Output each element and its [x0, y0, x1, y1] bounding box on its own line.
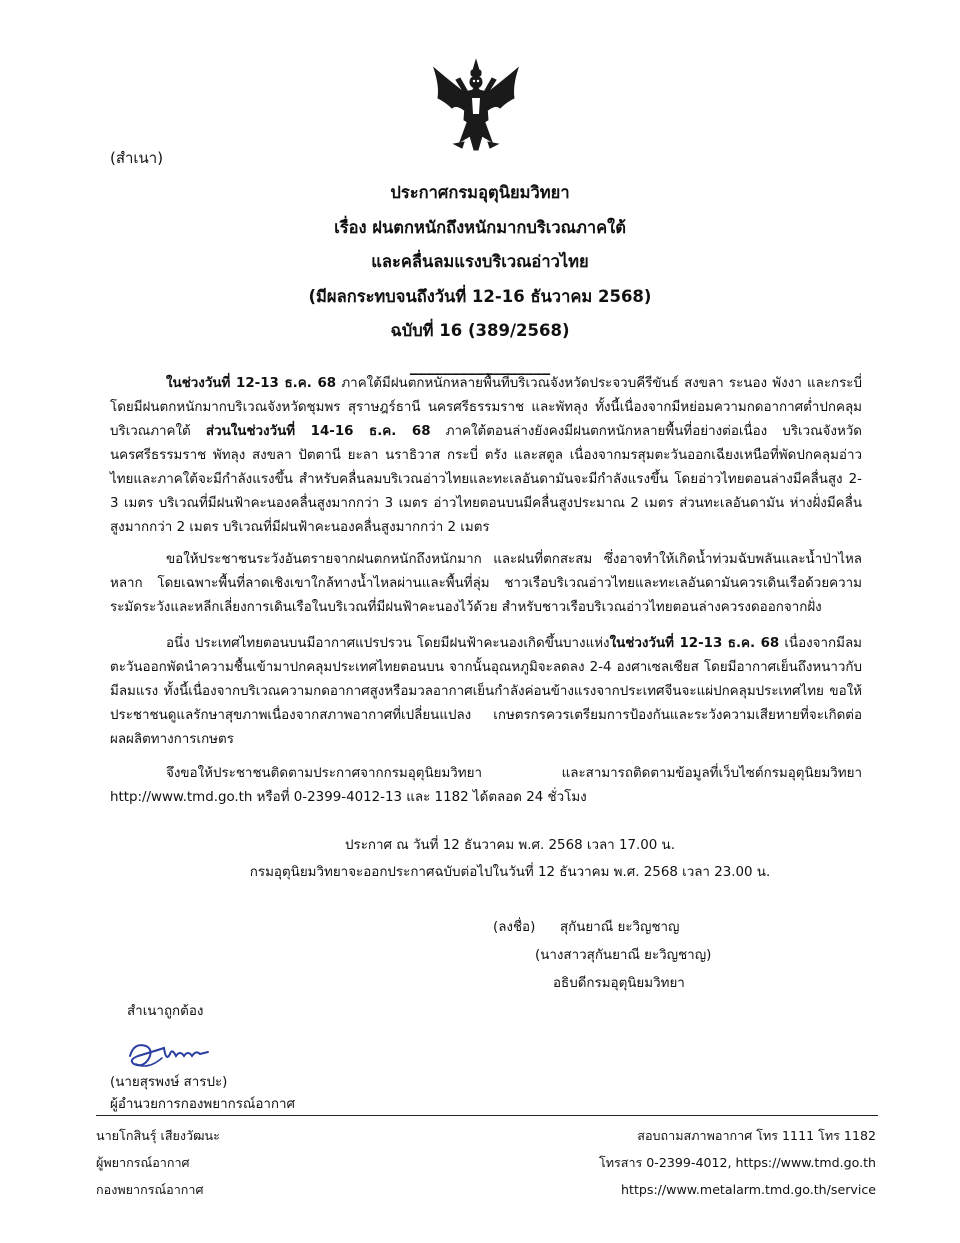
- title-subject: เรื่อง ฝนตกหนักถึงหนักมากบริเวณภาคใต้: [334, 217, 626, 237]
- contact-alert-website: https://www.metalarm.tmd.go.th/service: [621, 1182, 876, 1197]
- certifier-name: (นายสุรพงษ์ สารปะ): [110, 1075, 228, 1090]
- signatory-name: สุกันยาณี ยะวิญชาญ: [560, 920, 680, 935]
- footer-divider: [96, 1115, 878, 1116]
- p1-text-2: ภาคใต้ตอนล่างยังคงมีฝนตกหนักหลายพื้นที่อย่างต่อเนื่อง บริเวณจังหวัดนครศรีธรรมราช พัทลุง สงขลา ปัตตานี ยะลา นราธิวาส กระบี่ ตรัง และสตูล เนื่องจากมรสุมตะวันออกเฉียงเหนือที่พัดปกคลุมอ่าวไทยและภาคใต้จะมีกำลังแรงขึ้น สำหรับคลื่นลมบริเวณอ่าวไทยและทะเลอันดามันจะมีกำลังแรงขึ้น โดยอ่าวไทยตอนล่างมีคลื่นสูง 2-3 เมตร บริเวณที่มีฝนฟ้าคะนองคลื่นสูงมากกว่า 3 เมตร อ่าวไทยตอนบนมีคลื่นสูงประมาณ 2 เมตร ส่วนทะเลอันดามัน ห่างฝั่งมีคลื่นสูงมากกว่า 2 เมตร บริเวณที่มีฝนฟ้าคะนองคลื่นสูงมากกว่า 2 เมตร: [110, 424, 862, 535]
- title-effect-period: (มีผลกระทบจนถึงวันที่ 12-16 ธันวาคม 2568): [308, 286, 652, 306]
- handwritten-signature: [124, 1028, 244, 1076]
- contact-phone: สอบถามสภาพอากาศ โทร 1111 โทร 1182: [637, 1128, 876, 1143]
- contact-fax-website: โทรสาร 0-2399-4012, https://www.tmd.go.th: [598, 1155, 876, 1170]
- p1-period-2: ส่วนในช่วงวันที่ 14-16 ธ.ค. 68: [205, 424, 431, 439]
- footer-contact: [599, 1122, 876, 1203]
- garuda-emblem-icon: [430, 58, 522, 154]
- paragraph-follow-up: [110, 762, 862, 810]
- title-subject-cont: และคลื่นลมแรงบริเวณอ่าวไทย: [371, 252, 589, 271]
- p1-text-1: ภาคใต้มีฝนตกหนักหลายพื้นที่บริเวณจังหวัดประจวบคีรีขันธ์ สงขลา ระนอง พังงา และกระบี่ โดยมีฝนตกหนักมากบริเวณจังหวัดชุมพร สุราษฎร์ธานี นครศรีธรรมราช และพัทลุง ทั้งนี้เนื่องจากมีหย่อมความกดอากาศต่ำปกคลุมบริเวณภาคใต้: [110, 376, 862, 439]
- certified-copy-label: สำเนาถูกต้อง: [127, 1004, 204, 1019]
- forecaster-title: ผู้พยากรณ์อากาศ: [96, 1155, 190, 1170]
- certifier-position: ผู้อำนวยการกองพยากรณ์อากาศ: [110, 1097, 296, 1112]
- signatory-position: อธิบดีกรมอุตุนิยมวิทยา: [553, 976, 685, 991]
- title-agency: ประกาศกรมอุตุนิยมวิทยา: [390, 183, 570, 202]
- announcement-dates: [200, 832, 820, 886]
- issued-date: ประกาศ ณ วันที่ 12 ธันวาคม พ.ศ. 2568 เวลา 17.00 น.: [345, 838, 675, 853]
- paragraph-upper-thailand: [110, 632, 862, 752]
- p3-text-2: เนื่องจากมีลมตะวันออกพัดนำความชื้นเข้ามาปกคลุมประเทศไทยตอนบน จากนั้นอุณหภูมิจะลดลง 2-4 องศาเซลเซียส โดยมีอากาศเย็นถึงหนาวกับมีลมแรง ทั้งนี้เนื่องจากบริเวณความกดอากาศสูงหรือมวลอากาศเย็นกำลังค่อนข้างแรงจากประเทศจีนจะแผ่ปกคลุมประเทศไทย ขอให้ประชาชนดูแลรักษาสุขภาพเนื่องจากสภาพอากาศที่เปลี่ยนแปลง เกษตรกรควรเตรียมการป้องกันและระวังความเสียหายที่จะเกิดต่อผลผลิตทางการเกษตร: [110, 636, 863, 747]
- title-issue-number: ฉบับที่ 16 (389/2568): [390, 321, 570, 340]
- title-divider: _________________: [409, 355, 551, 375]
- title-block: [160, 176, 800, 383]
- paragraph-warning: [110, 548, 862, 620]
- next-issue-date: กรมอุตุนิยมวิทยาจะออกประกาศฉบับต่อไปในวันที่ 12 ธันวาคม พ.ศ. 2568 เวลา 23.00 น.: [249, 865, 771, 880]
- p2-text: ขอให้ประชาชนระวังอันตรายจากฝนตกหนักถึงหนักมาก และฝนที่ตกสะสม ซึ่งอาจทำให้เกิดน้ำท่วมฉับพลันและน้ำป่าไหลหลาก โดยเฉพาะพื้นที่ลาดเชิงเขาใกล้ทางน้ำไหลผ่านและพื้นที่ลุ่ม ชาวเรือบริเวณอ่าวไทยและทะเลอันดามันควรเดินเรือด้วยความระมัดระวังและหลีกเลี่ยงการเดินเรือในบริเวณที่มีฝนฟ้าคะนองไว้ด้วย สำหรับชาวเรือบริเวณอ่าวไทยตอนล่างควรงดออกจากฝั่ง: [110, 552, 862, 615]
- p3-text-1: อนึ่ง ประเทศไทยตอนบนมีอากาศแปรปรวน โดยมีฝนฟ้าคะนองเกิดขึ้นบางแห่ง: [166, 636, 610, 651]
- copy-mark: (สำเนา): [110, 149, 164, 167]
- footer-forecaster: [96, 1122, 220, 1203]
- signature-prefix: (ลงชื่อ): [493, 920, 536, 935]
- p3-period: ในช่วงวันที่ 12-13 ธ.ค. 68: [609, 636, 780, 651]
- signatory-full-name: (นางสาวสุกันยาณี ยะวิญชาญ): [535, 948, 712, 963]
- p4-text: จึงขอให้ประชาชนติดตามประกาศจากกรมอุตุนิยมวิทยา และสามารถติดตามข้อมูลที่เว็บไซต์กรมอุตุนิยมวิทยา http://www.tmd.go.th หรือที่ 0-2399-4012-13 และ 1182 ได้ตลอด 24 ชั่วโมง: [110, 766, 862, 805]
- p1-period-1: ในช่วงวันที่ 12-13 ธ.ค. 68: [166, 376, 337, 391]
- paragraph-forecast: [110, 372, 862, 540]
- forecaster-division: กองพยากรณ์อากาศ: [96, 1182, 204, 1197]
- forecaster-name: นายโกสินรุ์ เสียงวัฒนะ: [96, 1128, 220, 1143]
- certifier-block: [110, 1072, 295, 1116]
